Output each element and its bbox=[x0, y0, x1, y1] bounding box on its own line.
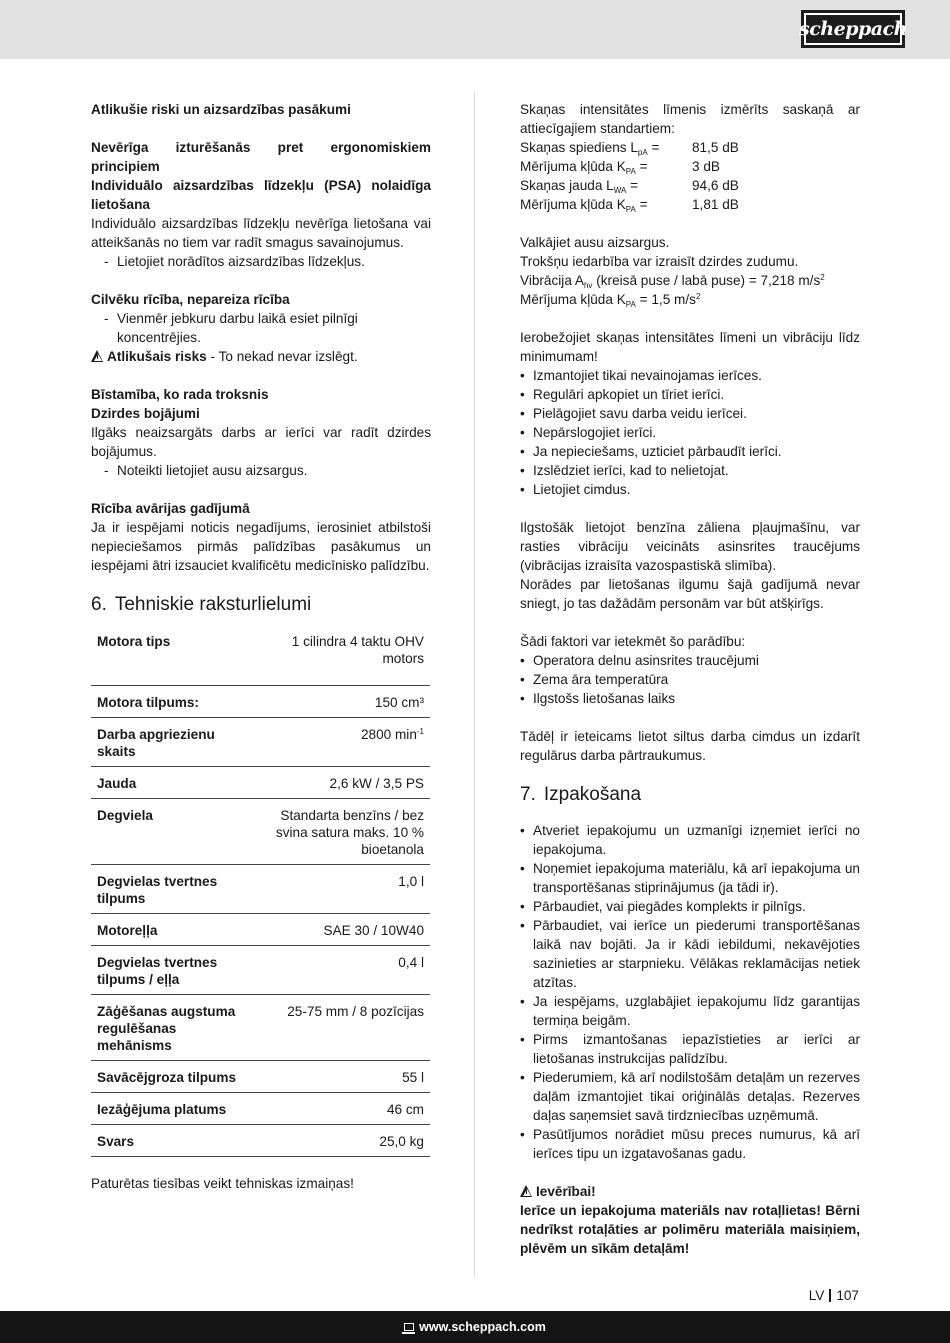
list-item: • Noņemiet iepakojuma materiālu, kā arī iepakojuma un transportēšanas stiprinājumus (ja tādi ir). bbox=[520, 861, 860, 895]
column-divider bbox=[474, 92, 475, 1277]
spec-label: Darba apgriezienu skaits bbox=[91, 718, 256, 767]
hearing-body: Ilgāks neaizsargāts darbs ar ierīci var radīt dzirdes bojājumus. bbox=[91, 425, 431, 459]
spec-value: Standarta benzīns / bez svina satura maks. 10 % bioetanola bbox=[256, 799, 430, 865]
sound-label: Skaņas spiediens $L_{pA}$ = bbox=[520, 140, 660, 157]
sound-values bbox=[520, 138, 860, 214]
spec-row bbox=[91, 799, 430, 865]
sound-row bbox=[520, 195, 860, 214]
sound-intro: Skaņas intensitātes līmenis izmērīts saskaņā ar attiecīgajiem standartiem: bbox=[520, 102, 860, 136]
spec-label: Zāģēšanas augstuma regulēšanas mehānisms bbox=[91, 995, 256, 1061]
attention-label: Ievērībai! bbox=[520, 1182, 860, 1201]
residual-risk-line: Atlikušais risks - To nekad nevar izslēgt. bbox=[91, 347, 431, 366]
spec-row bbox=[91, 767, 430, 799]
limit-bullet-list bbox=[520, 366, 860, 499]
brand-logo: scheppach bbox=[801, 10, 905, 48]
gloves-paragraph: Tādēļ ir ieteicams lietot siltus darba cimdus un izdarīt regulārus darba pārtraukumus. bbox=[520, 729, 860, 763]
spec-value: 150 cm³ bbox=[256, 686, 430, 718]
warning-triangle-icon bbox=[520, 1185, 533, 1197]
factors-bullet-list bbox=[520, 651, 860, 708]
hearing-loss-note: Trokšņu iedarbība var izraisīt dzirdes zudumu. bbox=[520, 254, 799, 269]
spec-value: 2800 $\min^{-1}$ bbox=[256, 718, 430, 767]
spec-value: SAE 30 / 10W40 bbox=[256, 914, 430, 946]
spec-label: Jauda bbox=[91, 767, 256, 799]
list-item: • Lietojiet cimdus. bbox=[520, 482, 631, 497]
spec-label: Motora tips bbox=[91, 629, 256, 686]
list-item: • Piederumiem, kā arī nodilstošām detaļām un rezerves daļām izmantojiet tikai oriģinālās detaļas. Rezerves daļas saņemsiet savā tirdzniecības uzņēmumā. bbox=[520, 1070, 860, 1123]
list-item: • Pirms izmantošanas iepazīstieties ar ierīci ar lietošanas instrukcijas palīdzību. bbox=[520, 1032, 860, 1066]
spec-value: 0,4 l bbox=[256, 946, 430, 995]
list-item: • Pārbaudiet, vai ierīce un piederumi transportēšanas laikā nav bojāti. Ja ir kādi iebildumi, nekavējoties sazinieties ar starpnieku. Vēlākas reklamācijas netiek atzītas. bbox=[520, 918, 860, 990]
header-bar bbox=[0, 0, 950, 59]
psa-heading: Individuālo aizsardzības līdzekļu (PSA) nolaidīga lietošana bbox=[91, 178, 431, 212]
spec-label: Degviela bbox=[91, 799, 256, 865]
spec-value: 2,6 kW / 3,5 PS bbox=[256, 767, 430, 799]
spec-value: 55 l bbox=[256, 1061, 430, 1093]
spec-label: Motora tilpums: bbox=[91, 686, 256, 718]
vibration-line: Vibrācija $A_{hv}$ (kreisā puse / labā puse) = 7,218 $m/s^2$ bbox=[520, 273, 825, 290]
concentration-dash-item: - Vienmēr jebkuru darbu laikā esiet pilnīgi koncentrējies. bbox=[104, 311, 358, 345]
attention-text: Ierīce un iepakojuma materiāls nav rotaļlietas! Bērni nedrīkst rotaļāties ar polimēru materiāla maisiņiem, plēvēm un sīkām detaļām! bbox=[520, 1203, 860, 1256]
warning-triangle-icon bbox=[91, 350, 104, 362]
hearing-heading: Dzirdes bojājumi bbox=[91, 406, 200, 421]
spec-row bbox=[91, 946, 430, 995]
noise-heading: Bīstamība, ko rada troksnis bbox=[91, 387, 269, 402]
list-item: • Pārbaudiet, vai piegādes komplekts ir pilnīgs. bbox=[520, 899, 806, 914]
list-item: • Ja iespējams, uzglabājiet iepakojumu līdz garantijas termiņa beigām. bbox=[520, 994, 860, 1028]
spec-row bbox=[91, 995, 430, 1061]
list-item: • Pielāgojiet savu darba veidu ierīcei. bbox=[520, 406, 747, 421]
ear-protection-note: Valkājiet ausu aizsargus. bbox=[520, 235, 670, 250]
spec-value: 25-75 mm / 8 pozīcijas bbox=[256, 995, 430, 1061]
limit-intro: Ierobežojiet skaņas intensitātes līmeni un vibrāciju līdz minimumam! bbox=[520, 330, 860, 364]
spec-note: Paturētas tiesības veikt tehniskas izmaiņas! bbox=[91, 1176, 354, 1191]
sound-label: Mērījuma kļūda $K_{PA}$ = bbox=[520, 197, 648, 214]
psa-dash-item: - Lietojiet norādītos aizsardzības līdzekļus. bbox=[104, 254, 365, 269]
sound-value: 1,81 dB bbox=[692, 197, 739, 212]
emergency-body: Ja ir iespējami noticis negadījums, ierosiniet atbilstoši nepieciešamos pirmās palīdzības pasākumus un iespējami ātri izsauciet kvalificētu medicīnisko palīdzību. bbox=[91, 520, 431, 573]
sound-row bbox=[520, 157, 860, 176]
ergonomics-heading: Nevērīga izturēšanās pret ergonomiskiem principiem bbox=[91, 140, 431, 174]
spec-row bbox=[91, 865, 430, 914]
human-behaviour-heading: Cilvēku rīcība, nepareiza rīcība bbox=[91, 292, 290, 307]
sound-row bbox=[520, 138, 860, 157]
list-item: • Ja nepieciešams, uzticiet pārbaudīt ierīci. bbox=[520, 444, 782, 459]
ear-protection-dash-item: - Noteikti lietojiet ausu aizsargus. bbox=[104, 463, 308, 478]
spec-value: 25,0 kg bbox=[256, 1125, 430, 1157]
vibration-paragraph-2: Norādes par lietošanas ilgumu šajā gadījumā nevar sniegt, jo tas dažādām personām var būt atšķirīgs. bbox=[520, 577, 860, 611]
spec-row bbox=[91, 686, 430, 718]
list-item: • Ilgstošs lietošanas laiks bbox=[520, 691, 676, 706]
factors-intro: Šādi faktori var ietekmēt šo parādību: bbox=[520, 634, 746, 649]
spec-row bbox=[91, 1125, 430, 1157]
spec-row bbox=[91, 718, 430, 767]
spec-row bbox=[91, 1093, 430, 1125]
spec-row bbox=[91, 1061, 430, 1093]
list-item: • Izmantojiet tikai nevainojamas ierīces. bbox=[520, 368, 762, 383]
vibration-error-line: Mērījuma kļūda $K_{PA} = 1,5$ $m/s^2$ bbox=[520, 292, 701, 309]
vibration-paragraph-1: Ilgstošāk lietojot benzīna zāliena pļaujmašīnu, var rasties vibrāciju veicināts asinsrites traucējums (vibrācijas izraisīta vazospastiskā slimība). bbox=[520, 520, 860, 573]
spec-label: Motoreļļa bbox=[91, 914, 256, 946]
footer-bar bbox=[0, 1311, 950, 1343]
left-column bbox=[91, 100, 431, 1193]
list-item: • Operatora delnu asinsrites traucējumi bbox=[520, 653, 759, 668]
sound-label: Skaņas jauda $L_{WA}$ = bbox=[520, 178, 639, 195]
psa-body: Individuālo aizsardzības līdzekļu nevērīga lietošana vai atteikšanās no tiem var radīt smagus savainojumus. bbox=[91, 216, 431, 250]
sound-value: 94,6 dB bbox=[692, 178, 739, 193]
unpack-bullet-list bbox=[520, 821, 860, 1163]
list-item: • Regulāri apkopiet un tīriet ierīci. bbox=[520, 387, 725, 402]
right-column bbox=[520, 100, 860, 1258]
section-6-heading: 6. Tehniskie raksturlielumi bbox=[91, 594, 312, 615]
spec-label: Degvielas tvertnes tilpums bbox=[91, 865, 256, 914]
list-item: • Pasūtījumos norādiet mūsu preces numurus, kā arī ierīces tipu un izgatavošanas gadu. bbox=[520, 1127, 860, 1161]
footer-url[interactable]: www.scheppach.com bbox=[419, 1319, 546, 1334]
list-item: • Izslēdziet ierīci, kad to nelietojat. bbox=[520, 463, 729, 478]
sound-row bbox=[520, 176, 860, 195]
residual-risks-title: Atlikušie riski un aizsardzības pasākumi bbox=[91, 102, 351, 117]
spec-value: 1 cilindra 4 taktu OHV motors bbox=[256, 629, 430, 686]
section-7-heading: 7. Izpakošana bbox=[520, 784, 642, 805]
sound-label: Mērījuma kļūda $K_{PA}$ = bbox=[520, 159, 648, 176]
spec-value: 1,0 l bbox=[256, 865, 430, 914]
list-item: • Zema āra temperatūra bbox=[520, 672, 669, 687]
list-item: • Atveriet iepakojumu un uzmanīgi izņemiet ierīci no iepakojuma. bbox=[520, 823, 860, 857]
list-item: • Nepārslogojiet ierīci. bbox=[520, 425, 657, 440]
spec-row bbox=[91, 914, 430, 946]
spec-table bbox=[91, 629, 430, 1157]
spec-label: Savācējgroza tilpums bbox=[91, 1061, 256, 1093]
spec-label: Iezāģējuma platums bbox=[91, 1093, 256, 1125]
page-number: LV 107 bbox=[808, 1288, 859, 1303]
spec-label: Svars bbox=[91, 1125, 256, 1157]
sound-value: 3 dB bbox=[692, 159, 720, 174]
emergency-heading: Rīcība avārijas gadījumā bbox=[91, 501, 250, 516]
spec-label: Degvielas tvertnes tilpums / eļļa bbox=[91, 946, 256, 995]
sound-value: 81,5 dB bbox=[692, 140, 739, 155]
spec-value: 46 cm bbox=[256, 1093, 430, 1125]
computer-icon bbox=[404, 1323, 414, 1331]
spec-row bbox=[91, 629, 430, 686]
